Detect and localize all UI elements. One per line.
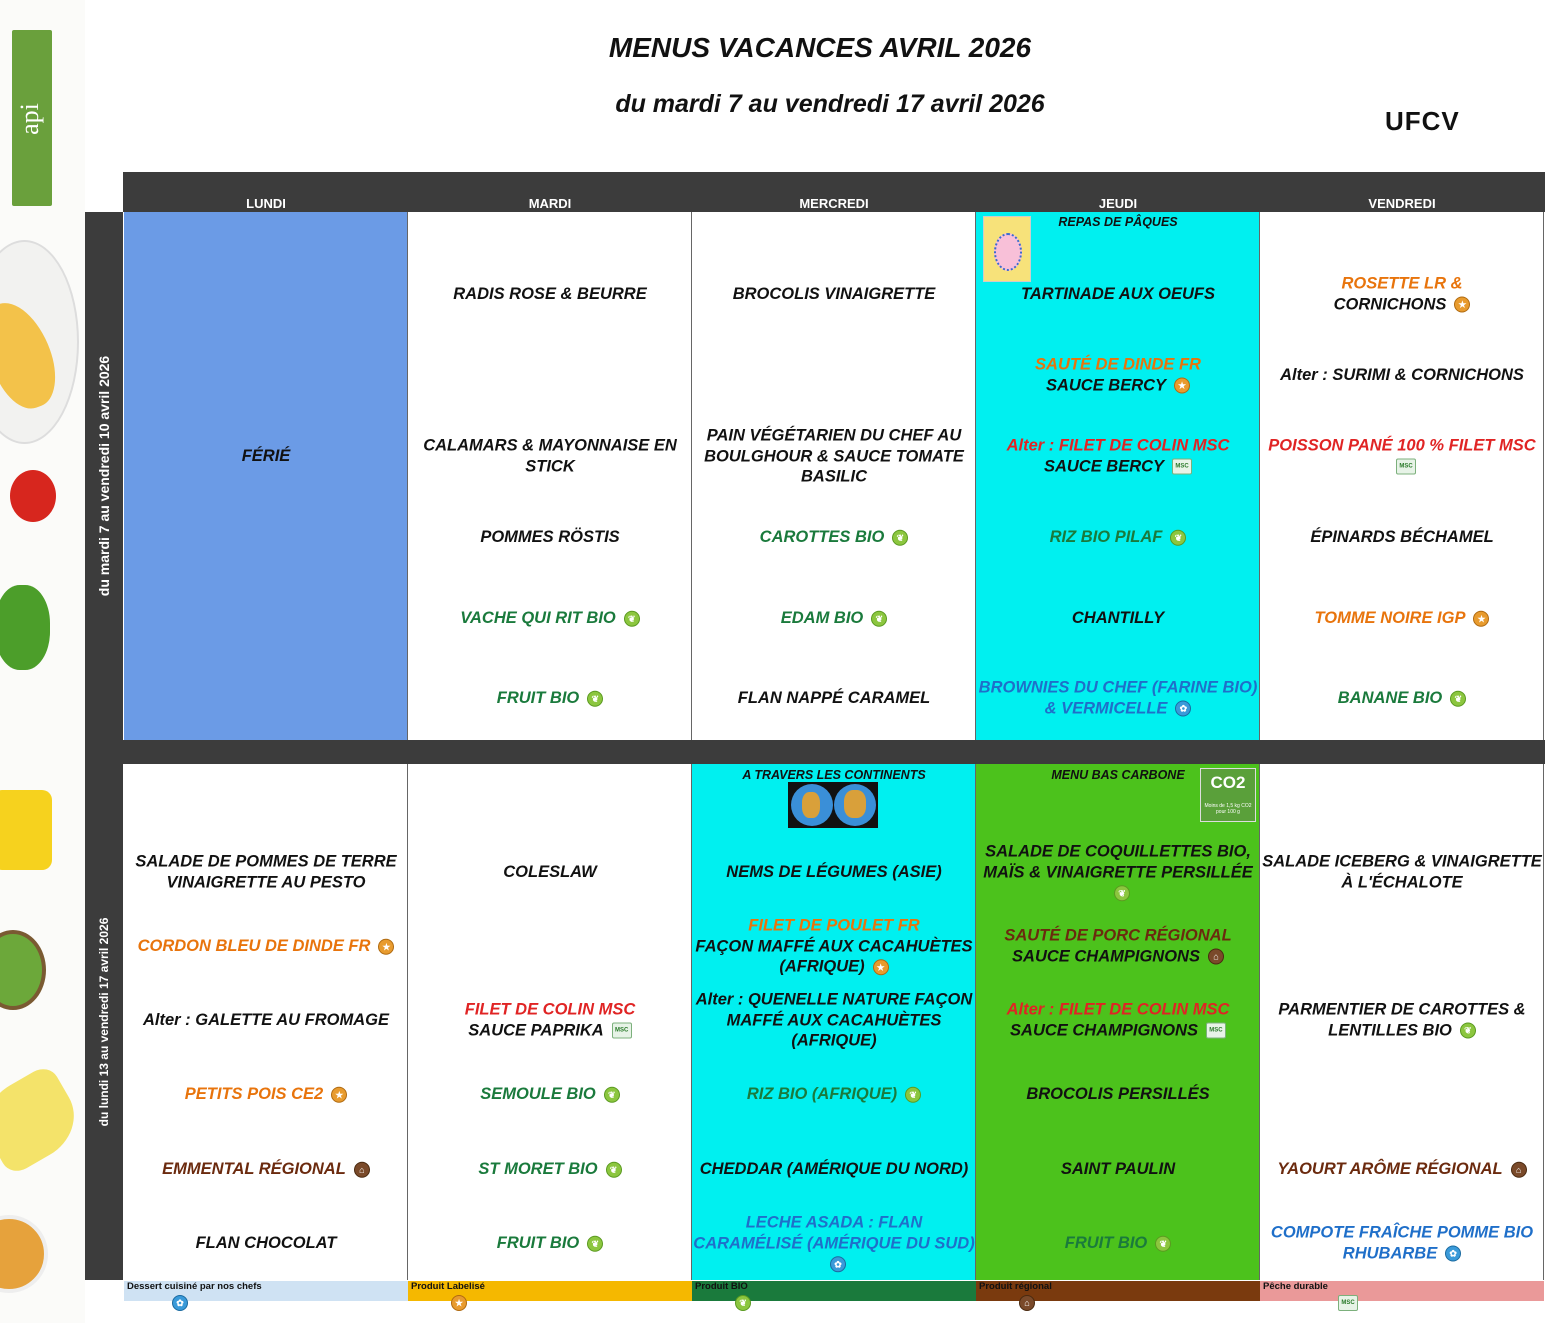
menu-item bbox=[692, 915, 976, 977]
menu-item bbox=[124, 1159, 408, 1180]
menu-item bbox=[692, 862, 976, 883]
menu-item-text: BROWNIES DU CHEF (FARINE BIO) & VERMICELLE bbox=[978, 678, 1258, 717]
legend-item bbox=[124, 1281, 408, 1308]
easter-image bbox=[983, 216, 1031, 282]
menu-item-text: RADIS ROSE & BEURRE bbox=[453, 284, 647, 303]
menu-item-text: BROCOLIS PERSILLÉS bbox=[1026, 1084, 1210, 1103]
menu-item-text: RIZ BIO (AFRIQUE) bbox=[746, 1084, 898, 1103]
legend-label: Pêche durable bbox=[1263, 1281, 1328, 1292]
day-header-mardi: MARDI bbox=[528, 196, 572, 211]
menu-item bbox=[692, 425, 976, 487]
label-rouge-icon: ★ bbox=[331, 1086, 347, 1102]
theme-note: MENU BAS CARBONE bbox=[1051, 768, 1185, 782]
menu-item bbox=[692, 608, 976, 629]
regional-icon: ⌂ bbox=[1208, 949, 1224, 965]
lemon-image bbox=[0, 1063, 85, 1177]
menu-item bbox=[976, 284, 1260, 305]
legend-label-rouge-icon: ★ bbox=[451, 1295, 467, 1311]
menu-item-text: Alter : QUENELLE NATURE FAÇON MAFFÉ AUX CACAHUÈTES (AFRIQUE) bbox=[695, 990, 973, 1050]
bio-leaf-icon: ❦ bbox=[604, 1086, 620, 1102]
menu-item bbox=[124, 1010, 408, 1031]
legend-chef-dessert-icon: ✿ bbox=[172, 1295, 188, 1311]
bio-leaf-icon: ❦ bbox=[1450, 690, 1466, 706]
tomato-image bbox=[10, 470, 56, 522]
menu-item bbox=[408, 608, 692, 629]
menu-item-subtext: LENTILLES BIO bbox=[1328, 1021, 1452, 1039]
menu-item bbox=[408, 436, 692, 477]
menu-item-text: CALAMARS & MAYONNAISE EN STICK bbox=[423, 436, 677, 475]
menu-item-text: YAOURT ARÔME RÉGIONAL bbox=[1277, 1159, 1503, 1178]
menu-item-text: CHANTILLY bbox=[1071, 608, 1165, 627]
menu-item bbox=[1260, 1000, 1544, 1041]
menu-item bbox=[408, 1159, 692, 1180]
menu-item-text: SALADE DE POMMES DE TERRE VINAIGRETTE AU PESTO bbox=[135, 852, 397, 891]
bio-leaf-icon: ❦ bbox=[624, 610, 640, 626]
legend-bio-leaf-icon: ❦ bbox=[735, 1295, 751, 1311]
menu-item bbox=[408, 1084, 692, 1105]
menu-item-text: PARMENTIER DE CAROTTES & bbox=[1278, 1000, 1526, 1019]
bio-leaf-icon: ❦ bbox=[1170, 529, 1186, 545]
bio-leaf-icon: ❦ bbox=[892, 529, 908, 545]
bio-leaf-icon: ❦ bbox=[587, 690, 603, 706]
legend-label: Produit régional bbox=[979, 1281, 1052, 1292]
menu-item bbox=[1260, 608, 1544, 629]
ufcv-logo: UFCV bbox=[1385, 106, 1460, 136]
legend-item bbox=[692, 1281, 976, 1308]
msc-fish-icon: MSC bbox=[1396, 459, 1416, 475]
week-separator bbox=[85, 740, 1545, 764]
menu-item-text: SALADE DE COQUILLETTES BIO, MAÏS & VINAIGRETTE PERSILLÉE bbox=[983, 842, 1253, 881]
menu-item-text: VACHE QUI RIT BIO bbox=[460, 608, 616, 627]
legend-item bbox=[408, 1281, 692, 1308]
menu-item-subtext: FAÇON MAFFÉ AUX CACAHUÈTES (AFRIQUE) bbox=[695, 936, 973, 976]
bio-leaf-icon: ❦ bbox=[1114, 885, 1130, 901]
tea-cup-image bbox=[0, 1215, 48, 1293]
menu-item-text: EDAM BIO bbox=[780, 608, 864, 627]
regional-icon: ⌂ bbox=[354, 1161, 370, 1177]
api-logo: api bbox=[12, 30, 52, 206]
menu-item-subtext: SAUCE BERCY bbox=[1043, 457, 1165, 475]
menu-item bbox=[976, 1159, 1260, 1180]
bio-leaf-icon: ❦ bbox=[587, 1235, 603, 1251]
chef-dessert-icon: ✿ bbox=[830, 1256, 846, 1272]
menu-item bbox=[124, 1084, 408, 1105]
week1-lundi-column bbox=[124, 212, 408, 740]
week1-side-label: du mardi 7 au vendredi 10 avril 2026 bbox=[85, 212, 123, 740]
kiwi-image bbox=[0, 930, 46, 1010]
label-rouge-icon: ★ bbox=[873, 959, 889, 975]
menu-item bbox=[1260, 852, 1544, 893]
menu-item bbox=[692, 1159, 976, 1180]
menu-item-text: FILET DE COLIN MSC bbox=[464, 1000, 636, 1019]
menu-item-text: FILET DE POULET FR bbox=[748, 916, 920, 935]
bio-leaf-icon: ❦ bbox=[1155, 1235, 1171, 1251]
menu-item-subtext: SAUCE PAPRIKA bbox=[468, 1021, 604, 1039]
menu-item-text: SAUTÉ DE PORC RÉGIONAL bbox=[1004, 926, 1232, 945]
menu-item bbox=[1260, 1223, 1544, 1264]
menu-item-subtext: CORNICHONS bbox=[1333, 295, 1447, 313]
menu-item-text: CAROTTES BIO bbox=[759, 527, 885, 546]
menu-item bbox=[124, 1233, 408, 1254]
day-header-jeudi: JEUDI bbox=[1098, 196, 1138, 211]
chef-dessert-icon: ✿ bbox=[1175, 701, 1191, 717]
legend-item bbox=[976, 1281, 1260, 1308]
menu-item bbox=[408, 688, 692, 709]
menu-item bbox=[1260, 274, 1544, 315]
menu-item-text: RIZ BIO PILAF bbox=[1049, 527, 1163, 546]
menu-item-subtext: SAUCE BERCY bbox=[1045, 376, 1167, 394]
label-rouge-icon: ★ bbox=[1174, 378, 1190, 394]
bio-leaf-icon: ❦ bbox=[871, 610, 887, 626]
menu-item bbox=[124, 446, 408, 467]
menu-item-text: LECHE ASADA : FLAN CARAMÉLISÉ (AMÉRIQUE DU SUD) bbox=[693, 1213, 975, 1252]
day-header-lundi: LUNDI bbox=[246, 196, 286, 211]
msc-fish-icon: MSC bbox=[612, 1023, 632, 1039]
menu-item bbox=[976, 436, 1260, 477]
menu-item-text: FLAN NAPPÉ CARAMEL bbox=[737, 688, 931, 707]
menu-item bbox=[408, 527, 692, 548]
menu-item-text: Alter : FILET DE COLIN MSC bbox=[1006, 436, 1230, 455]
msc-fish-icon: MSC bbox=[1172, 459, 1192, 475]
menu-item-text: Alter : FILET DE COLIN MSC bbox=[1006, 1000, 1230, 1019]
menu-item-text: ÉPINARDS BÉCHAMEL bbox=[1310, 527, 1494, 546]
menu-item bbox=[692, 527, 976, 548]
menu-item-text: POISSON PANÉ 100 % FILET MSC bbox=[1268, 436, 1536, 455]
legend-item bbox=[1260, 1281, 1544, 1306]
menu-item-text: Alter : GALETTE AU FROMAGE bbox=[143, 1010, 389, 1029]
menu-item-text: EMMENTAL RÉGIONAL bbox=[162, 1159, 346, 1178]
world-map-image bbox=[788, 782, 878, 828]
menu-item-text: FRUIT BIO bbox=[1064, 1233, 1148, 1252]
theme-note: A TRAVERS LES CONTINENTS bbox=[742, 768, 926, 782]
menu-item bbox=[124, 936, 408, 957]
menu-item bbox=[692, 688, 976, 709]
regional-icon: ⌂ bbox=[1511, 1161, 1527, 1177]
menu-item-text: COMPOTE FRAÎCHE POMME BIO RHUBARBE bbox=[1270, 1223, 1534, 1262]
bio-leaf-icon: ❦ bbox=[606, 1161, 622, 1177]
menu-item-text: FLAN CHOCOLAT bbox=[195, 1233, 337, 1252]
legend-msc-fish-icon: MSC bbox=[1338, 1295, 1358, 1311]
juice-glass-image bbox=[0, 790, 52, 870]
menu-item bbox=[692, 1212, 976, 1274]
label-rouge-icon: ★ bbox=[1454, 297, 1470, 313]
chef-dessert-icon: ✿ bbox=[1445, 1246, 1461, 1262]
legend-label: Produit BIO bbox=[695, 1281, 748, 1292]
menu-item bbox=[976, 1000, 1260, 1041]
menu-item bbox=[976, 926, 1260, 967]
menu-item-text: SAINT PAULIN bbox=[1060, 1159, 1176, 1178]
menu-item-text: BANANE BIO bbox=[1337, 688, 1443, 707]
menu-item-text: TOMME NOIRE IGP bbox=[1314, 608, 1466, 627]
menu-item-text: CORDON BLEU DE DINDE FR bbox=[137, 936, 371, 955]
menu-item-text: POMMES RÖSTIS bbox=[480, 527, 620, 546]
menu-item bbox=[408, 284, 692, 305]
bio-leaf-icon: ❦ bbox=[905, 1086, 921, 1102]
menu-item bbox=[692, 1084, 976, 1105]
theme-note: REPAS DE PÂQUES bbox=[1058, 215, 1178, 229]
menu-item-text: COLESLAW bbox=[503, 862, 597, 881]
menu-item-text: ST MORET BIO bbox=[478, 1159, 598, 1178]
legend-label: Dessert cuisiné par nos chefs bbox=[127, 1281, 262, 1292]
menu-item bbox=[976, 1084, 1260, 1105]
menu-item-text: SAUTÉ DE DINDE FR bbox=[1035, 355, 1201, 374]
menu-item-subtext: SAUCE CHAMPIGNONS bbox=[1010, 1021, 1198, 1039]
label-rouge-icon: ★ bbox=[378, 938, 394, 954]
day-header-mercredi: MERCREDI bbox=[799, 196, 869, 211]
menu-item-text: SALADE ICEBERG & VINAIGRETTE À L'ÉCHALOTE bbox=[1262, 852, 1542, 891]
menu-item-text: ROSETTE LR & bbox=[1341, 274, 1463, 293]
menu-item bbox=[976, 1233, 1260, 1254]
label-rouge-icon: ★ bbox=[1473, 610, 1489, 626]
menu-item bbox=[692, 989, 976, 1051]
menu-item bbox=[408, 862, 692, 883]
menu-item bbox=[976, 355, 1260, 396]
day-header-vendredi: VENDREDI bbox=[1368, 196, 1436, 211]
menu-item-text: CHEDDAR (AMÉRIQUE DU NORD) bbox=[699, 1159, 969, 1178]
msc-fish-icon: MSC bbox=[1206, 1023, 1226, 1039]
menu-item-text: FÉRIÉ bbox=[241, 446, 291, 465]
co2-badge: CO2 Moins de 1,5 kg CO2 pour 100 g bbox=[1200, 768, 1256, 822]
menu-item bbox=[976, 608, 1260, 629]
menu-item bbox=[408, 1000, 692, 1041]
bio-leaf-icon: ❦ bbox=[1460, 1023, 1476, 1039]
menu-item bbox=[1260, 436, 1544, 477]
menu-item bbox=[1260, 688, 1544, 709]
menu-item-text: FRUIT BIO bbox=[496, 688, 580, 707]
week2-side-label: du lundi 13 au vendredi 17 avril 2026 bbox=[85, 764, 123, 1280]
menu-item bbox=[124, 852, 408, 893]
legend-regional-icon: ⌂ bbox=[1019, 1295, 1035, 1311]
menu-item bbox=[976, 527, 1260, 548]
pepper-image bbox=[0, 585, 50, 670]
menu-item-text: Alter : SURIMI & CORNICHONS bbox=[1280, 365, 1524, 384]
menu-item-text: FRUIT BIO bbox=[496, 1233, 580, 1252]
menu-item-text: BROCOLIS VINAIGRETTE bbox=[732, 284, 936, 303]
menu-item bbox=[976, 678, 1260, 719]
menu-item-text: NEMS DE LÉGUMES (ASIE) bbox=[726, 862, 942, 881]
page-title: MENUS VACANCES AVRIL 2026 bbox=[608, 32, 1032, 63]
menu-item-text: PETITS POIS CE2 bbox=[184, 1084, 324, 1103]
legend-label: Produit Labelisé bbox=[411, 1281, 485, 1292]
menu-item-text: SEMOULE BIO bbox=[480, 1084, 596, 1103]
menu-item bbox=[1260, 365, 1544, 386]
menu-item bbox=[692, 284, 976, 305]
menu-item-text: PAIN VÉGÉTARIEN DU CHEF AU BOULGHOUR & SAUCE TOMATE BASILIC bbox=[704, 426, 964, 486]
menu-item bbox=[408, 1233, 692, 1254]
menu-item-text: TARTINADE AUX OEUFS bbox=[1020, 284, 1216, 303]
page-subtitle: du mardi 7 au vendredi 17 avril 2026 bbox=[615, 90, 1045, 118]
menu-item bbox=[976, 841, 1260, 903]
menu-item bbox=[1260, 527, 1544, 548]
menu-item-subtext: SAUCE CHAMPIGNONS bbox=[1012, 947, 1200, 965]
menu-item bbox=[1260, 1159, 1544, 1180]
